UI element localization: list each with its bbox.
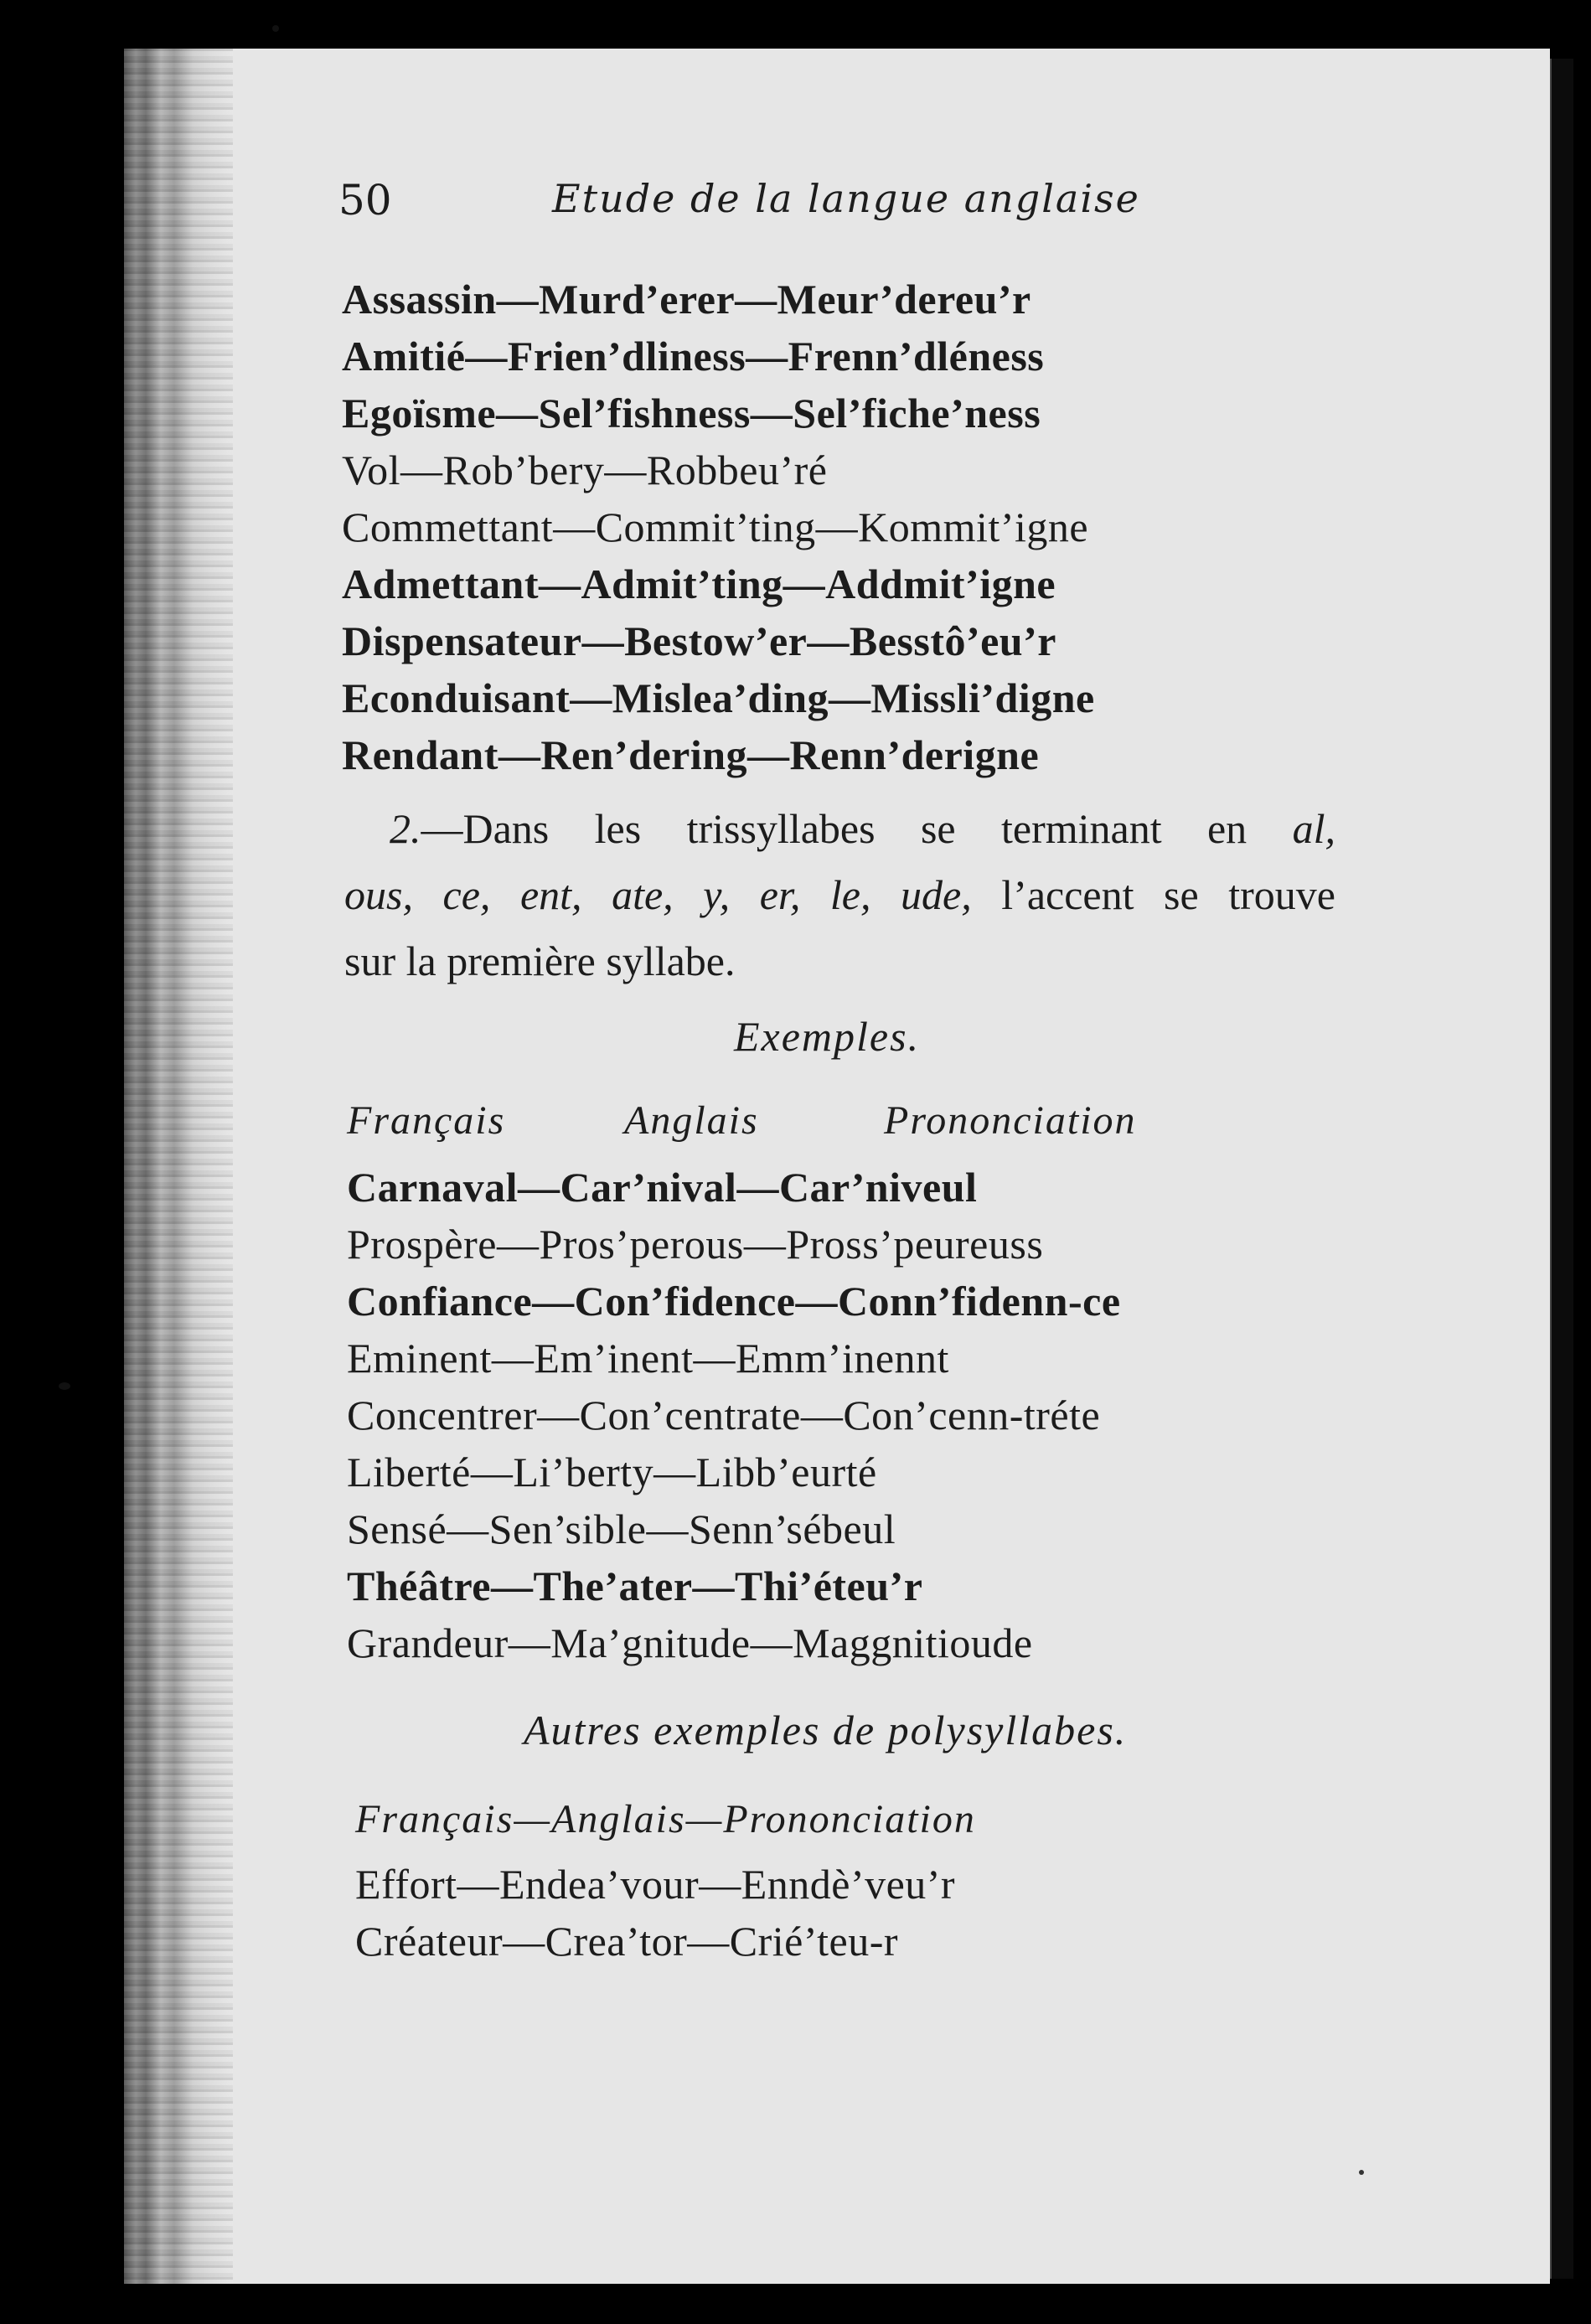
list-item: Confiance—Con’fidence—Conn’fidenn-ce	[347, 1278, 1121, 1325]
list-item: Grandeur—Ma’gnitude—Maggnitioude	[347, 1619, 1033, 1666]
page-number: 50	[338, 176, 392, 225]
rule-number: 2.	[390, 805, 421, 852]
rule-line-2	[344, 862, 1335, 928]
column-header-english: Anglais	[624, 1098, 759, 1143]
list-item: Théâtre—The’ater—Thi’éteu’r	[347, 1562, 923, 1609]
rule-text: —Dans les trissyllabes se terminant en	[421, 805, 1247, 852]
list-item: Commettant—Commit’ting—Kommit’igne	[342, 504, 1089, 550]
rule-ending: al,	[1292, 805, 1335, 852]
list-item: Liberté—Li’berty—Libb’eurté	[347, 1449, 877, 1495]
list-item: Prospère—Pros’perous—Pross’peureuss	[347, 1221, 1044, 1268]
column-header-line: Français—Anglais—Prononciation	[355, 1797, 976, 1841]
section-heading: Autres exemples de polysyllabes.	[524, 1707, 1128, 1753]
list-item: Dispensateur—Bestow’er—Besstô’eu’r	[342, 617, 1056, 664]
list-item: Eminent—Em’inent—Emm’inennt	[347, 1335, 949, 1381]
rule-line-3: sur la première syllabe.	[344, 937, 736, 984]
list-item: Créateur—Crea’tor—Crié’teu-r	[355, 1918, 899, 1965]
list-item: Assassin—Murd’erer—Meur’dereu’r	[342, 276, 1031, 323]
list-item: Amitié—Frien’dliness—Frenn’dléness	[342, 333, 1045, 380]
rule-endings: ous, ce, ent, ate, y, er, le, ude,	[344, 871, 972, 918]
list-item: Egoïsme—Sel’fishness—Sel’fiche’ness	[342, 390, 1041, 436]
list-item: Rendant—Ren’dering—Renn’derigne	[342, 731, 1040, 778]
rule-line-1	[344, 796, 1335, 862]
page-gutter-texture	[124, 49, 233, 2284]
scan-speck	[272, 25, 279, 32]
running-title: Etude de la langue anglaise	[552, 176, 1140, 221]
section-heading: Exemples.	[734, 1013, 921, 1060]
page-edge	[1550, 59, 1573, 2279]
scan-speck	[59, 1382, 70, 1390]
scan-speck	[1359, 2170, 1364, 2175]
list-item: Admettant—Admit’ting—Addmit’igne	[342, 560, 1056, 607]
list-item: Vol—Rob’bery—Robbeu’ré	[342, 447, 828, 493]
list-item: Sensé—Sen’sible—Senn’sébeul	[347, 1505, 896, 1552]
list-item: Econduisant—Mislea’ding—Missli’digne	[342, 674, 1095, 721]
column-header-pronunciation: Prononciation	[884, 1098, 1137, 1143]
rule-paragraph	[344, 796, 1335, 994]
list-item: Effort—Endea’vour—Enndè’veu’r	[355, 1861, 956, 1908]
column-header-french: Français	[347, 1098, 506, 1143]
rule-text: l’accent se trouve	[1001, 871, 1335, 918]
list-item: Carnaval—Car’nival—Car’niveul	[347, 1164, 978, 1211]
list-item: Concentrer—Con’centrate—Con’cenn-tréte	[347, 1392, 1101, 1438]
